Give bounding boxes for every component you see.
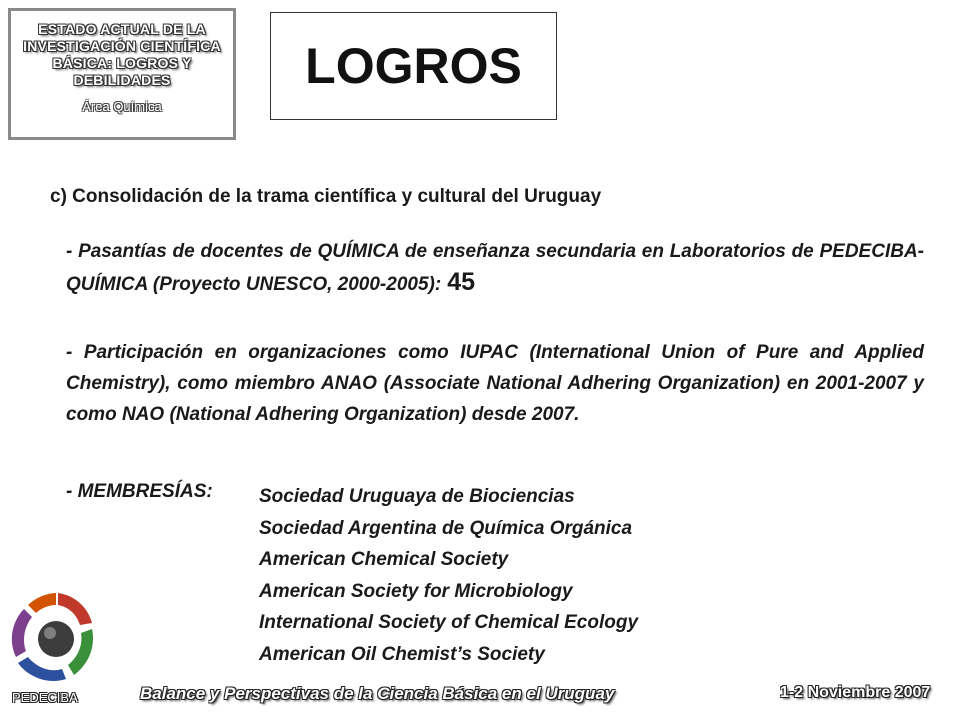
logo-text: PEDECIBA xyxy=(12,690,78,705)
logo-arc-orange xyxy=(28,593,56,613)
memberships-list xyxy=(259,481,638,670)
membership-item: International Society of Chemical Ecology xyxy=(259,612,639,633)
logo-arc-blue xyxy=(18,657,66,681)
membership-item: Sociedad Argentina de Química Orgánica xyxy=(259,517,633,539)
footer-event-title: Balance y Perspectivas de la Ciencia Básica en el Uruguay xyxy=(140,684,615,703)
header-subtitle: Área Química xyxy=(82,99,162,114)
membership-item: American Chemical Society xyxy=(259,549,509,570)
logo-arc-red xyxy=(58,593,92,625)
logo-sphere-highlight xyxy=(44,627,56,639)
logo-sphere xyxy=(38,621,74,657)
slide-title: LOGROS xyxy=(270,12,557,120)
header-box xyxy=(8,8,236,140)
paragraph-pasantias-text: - Pasantías de docentes de QUÍMICA de enseñanza secundaria en Laboratorios de PEDECIBA-QUÍMICA (Proyecto UNESCO, 2000-2005): xyxy=(66,241,924,295)
logo-arc-purple xyxy=(12,609,32,657)
memberships-label: - MEMBRESÍAS: xyxy=(66,481,213,502)
membership-item: American Oil Chemist’s Society xyxy=(259,643,545,665)
pedeciba-logo-icon xyxy=(4,585,112,690)
footer-date: 1-2 Noviembre 2007 xyxy=(780,684,931,701)
paragraph-participacion: - Participación en organizaciones como IUPAC (International Union of Pure and Applied Chemistry), como miembro ANAO (Associate National Adhering Organization) en 2001-2007 y como NAO (National Adhering Organization) desde 2007. xyxy=(66,342,924,425)
paragraph-pasantias xyxy=(66,236,924,300)
membership-item: American Society for Microbiology xyxy=(259,580,573,602)
pasantias-count: 45 xyxy=(447,268,475,296)
membership-item: Sociedad Uruguaya de Biociencias xyxy=(259,486,575,507)
header-title: ESTADO ACTUAL DE LA INVESTIGACIÓN CIENTÍFICA BÁSICA: LOGROS Y DEBILIDADES xyxy=(23,21,221,88)
section-heading: c) Consolidación de la trama científica y cultural del Uruguay xyxy=(50,186,602,207)
